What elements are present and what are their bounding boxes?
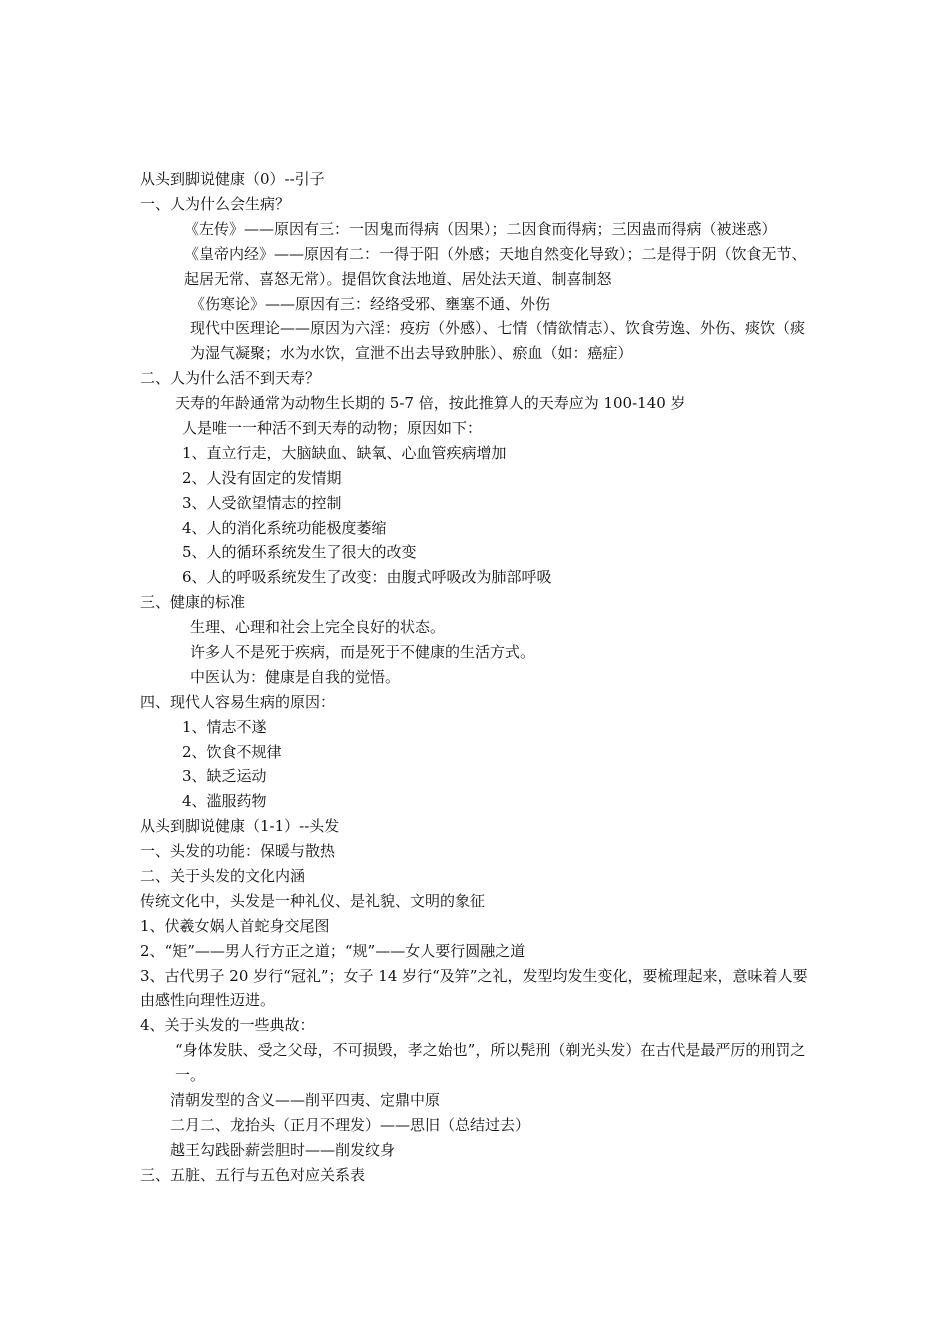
list-item: 3、人受欲望情志的控制 [182, 493, 342, 512]
list-item: 1、直立行走，大脑缺血、缺氧、心血管疾病增加 [182, 443, 507, 462]
paragraph: 现代中医理论——原因为六淫：疫疠（外感）、七情（情欲情志）、饮食劳逸、外伤、痰饮（痰为湿气凝聚；水为水饮，宣泄不出去导致肿胀）、瘀血（如：癌症） [190, 319, 806, 363]
list-item: 4、人的消化系统功能极度萎缩 [182, 518, 387, 537]
paragraph: 1、伏羲女娲人首蛇身交尾图 [140, 916, 330, 935]
paragraph: 《皇帝内经》——原因有二：一得于阳（外感；天地自然变化导致）；二是得于阴（饮食无节、起居无常、喜怒无常）。提倡饮食法地道、居处法天道、制喜制怒 [184, 244, 807, 288]
paragraph: 越王勾践卧薪尝胆时——削发纹身 [170, 1140, 396, 1159]
paragraph: 清朝发型的含义——削平四夷、定鼎中原 [170, 1091, 441, 1110]
section-title: 从头到脚说健康（1-1）--头发 [140, 817, 340, 836]
heading: 三、健康的标准 [140, 593, 246, 612]
list-item: 6、人的呼吸系统发生了改变：由腹式呼吸改为肺部呼吸 [182, 568, 552, 587]
heading: 一、人为什么会生病？ [140, 194, 291, 213]
paragraph: 4、关于头发的一些典故： [140, 1016, 315, 1035]
heading: 四、现代人容易生病的原因： [140, 692, 336, 711]
section-title: 从头到脚说健康（0）--引子 [140, 170, 325, 188]
heading: 三、五脏、五行与五色对应关系表 [140, 1165, 366, 1184]
heading: 二、人为什么活不到天寿？ [140, 369, 321, 388]
list-item: 1、情志不遂 [182, 717, 267, 736]
paragraph: 3、古代男子 20 岁行“冠礼”；女子 14 岁行“及笄”之礼，发型均发生变化，要梳理起来，意味着人要由感性向理性迈进。 [140, 966, 808, 1010]
heading: 一、头发的功能：保暖与散热 [140, 842, 336, 861]
paragraph: 《伤寒论》——原因有三：经络受邪、壅塞不通、外伤 [190, 294, 551, 313]
list-item: 4、滥服药物 [182, 792, 267, 811]
heading: 二、关于头发的文化内涵 [140, 867, 306, 886]
paragraph: 二月二、龙抬头（正月不理发）——思旧（总结过去） [170, 1115, 531, 1134]
paragraph: 人是唯一一种活不到天寿的动物；原因如下： [182, 418, 483, 437]
list-item: 2、人没有固定的发情期 [182, 468, 342, 487]
paragraph: 传统文化中，头发是一种礼仪、是礼貌、文明的象征 [140, 891, 486, 910]
list-item: 3、缺乏运动 [182, 767, 267, 786]
paragraph: “身体发肤、受之父母，不可损毁，孝之始也”，所以髡刑（剃光头发）在古代是最严厉的刑罚之一。 [175, 1041, 806, 1085]
paragraph: 许多人不是死于疾病，而是死于不健康的生活方式。 [190, 643, 536, 661]
paragraph: 天寿的年龄通常为动物生长期的 5-7 倍，按此推算人的天寿应为 100-140 岁 [175, 394, 686, 413]
list-item: 2、饮食不规律 [182, 742, 282, 761]
list-item: 5、人的循环系统发生了很大的改变 [182, 543, 417, 562]
paragraph: 2、“矩”——男人行方正之道；“规”——女人要行圆融之道 [140, 941, 526, 960]
paragraph: 生理、心理和社会上完全良好的状态。 [190, 618, 446, 637]
paragraph: 中医认为：健康是自我的觉悟。 [190, 667, 401, 686]
document-body [140, 167, 812, 1188]
paragraph: 《左传》——原因有三：一因鬼而得病（因果）；二因食而得病；三因蛊而得病（被迷惑） [184, 219, 777, 238]
